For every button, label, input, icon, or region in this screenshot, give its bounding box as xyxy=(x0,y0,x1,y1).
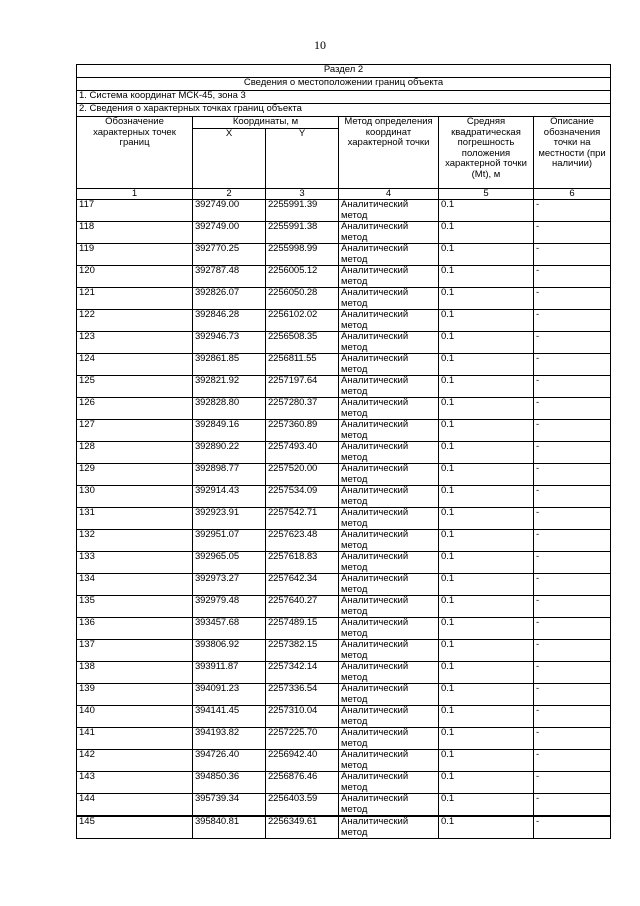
method: Аналитический метод xyxy=(339,552,439,574)
error: 0.1 xyxy=(439,266,534,288)
coord-y: 2257618.83 xyxy=(266,552,339,574)
error: 0.1 xyxy=(439,288,534,310)
table-row xyxy=(77,200,611,222)
point-number: 122 xyxy=(77,310,193,332)
method: Аналитический метод xyxy=(339,574,439,596)
description: - xyxy=(534,816,611,839)
error: 0.1 xyxy=(439,244,534,266)
error: 0.1 xyxy=(439,376,534,398)
point-number: 138 xyxy=(77,662,193,684)
point-number: 120 xyxy=(77,266,193,288)
point-number: 121 xyxy=(77,288,193,310)
method: Аналитический метод xyxy=(339,530,439,552)
coord-x: 392914.43 xyxy=(193,486,266,508)
error: 0.1 xyxy=(439,398,534,420)
description: - xyxy=(534,376,611,398)
table-row xyxy=(77,486,611,508)
coord-y: 2257623.48 xyxy=(266,530,339,552)
error: 0.1 xyxy=(439,640,534,662)
description: - xyxy=(534,244,611,266)
coord-x: 392821.92 xyxy=(193,376,266,398)
description: - xyxy=(534,574,611,596)
coord-y: 2257542.71 xyxy=(266,508,339,530)
method: Аналитический метод xyxy=(339,662,439,684)
coord-x: 393911.87 xyxy=(193,662,266,684)
header-designation: Обозначение характерных точек границ xyxy=(77,117,193,189)
error: 0.1 xyxy=(439,552,534,574)
point-number: 124 xyxy=(77,354,193,376)
description: - xyxy=(534,266,611,288)
table-row xyxy=(77,354,611,376)
coord-x: 392787.48 xyxy=(193,266,266,288)
error: 0.1 xyxy=(439,618,534,640)
error: 0.1 xyxy=(439,574,534,596)
coord-y: 2256050.28 xyxy=(266,288,339,310)
coord-y: 2256508.35 xyxy=(266,332,339,354)
coord-y: 2257336.54 xyxy=(266,684,339,706)
description: - xyxy=(534,640,611,662)
coord-y: 2257342.14 xyxy=(266,662,339,684)
coord-y: 2255998.99 xyxy=(266,244,339,266)
error: 0.1 xyxy=(439,750,534,772)
method: Аналитический метод xyxy=(339,398,439,420)
table-row xyxy=(77,728,611,750)
point-number: 145 xyxy=(77,816,193,839)
table-row xyxy=(77,222,611,244)
point-number: 127 xyxy=(77,420,193,442)
table-title: Сведения о местоположении границ объекта xyxy=(77,78,611,91)
point-number: 129 xyxy=(77,464,193,486)
method: Аналитический метод xyxy=(339,332,439,354)
coord-x: 392849.16 xyxy=(193,420,266,442)
description: - xyxy=(534,420,611,442)
point-number: 135 xyxy=(77,596,193,618)
point-number: 125 xyxy=(77,376,193,398)
description: - xyxy=(534,486,611,508)
method: Аналитический метод xyxy=(339,354,439,376)
description: - xyxy=(534,530,611,552)
header-error: Средняя квадратическая погрешность положения характерной точки (Mt), м xyxy=(439,117,534,189)
table-row xyxy=(77,332,611,354)
point-number: 133 xyxy=(77,552,193,574)
table-row xyxy=(77,772,611,794)
table-row xyxy=(77,574,611,596)
point-number: 132 xyxy=(77,530,193,552)
point-number: 144 xyxy=(77,794,193,817)
point-number: 123 xyxy=(77,332,193,354)
point-number: 140 xyxy=(77,706,193,728)
coord-y: 2256102.02 xyxy=(266,310,339,332)
coord-x: 394091.23 xyxy=(193,684,266,706)
coord-y: 2255991.38 xyxy=(266,222,339,244)
point-number: 119 xyxy=(77,244,193,266)
method: Аналитический метод xyxy=(339,464,439,486)
point-number: 128 xyxy=(77,442,193,464)
description: - xyxy=(534,442,611,464)
error: 0.1 xyxy=(439,772,534,794)
table-subtitle: 2. Сведения о характерных точках границ объекта xyxy=(77,104,611,117)
table-row xyxy=(77,662,611,684)
coord-y: 2257640.27 xyxy=(266,596,339,618)
description: - xyxy=(534,706,611,728)
table-row xyxy=(77,508,611,530)
method: Аналитический метод xyxy=(339,376,439,398)
coord-y: 2257197.64 xyxy=(266,376,339,398)
coord-x: 392861.85 xyxy=(193,354,266,376)
col-number: 6 xyxy=(534,188,611,200)
description: - xyxy=(534,508,611,530)
table-row xyxy=(77,640,611,662)
point-number: 117 xyxy=(77,200,193,222)
col-number: 5 xyxy=(439,188,534,200)
point-number: 131 xyxy=(77,508,193,530)
page-number: 10 xyxy=(314,38,326,52)
method: Аналитический метод xyxy=(339,684,439,706)
coord-x: 392898.77 xyxy=(193,464,266,486)
error: 0.1 xyxy=(439,662,534,684)
method: Аналитический метод xyxy=(339,200,439,222)
table-row xyxy=(77,750,611,772)
method: Аналитический метод xyxy=(339,442,439,464)
table-row xyxy=(77,310,611,332)
coord-y: 2257310.04 xyxy=(266,706,339,728)
table-row xyxy=(77,420,611,442)
method: Аналитический метод xyxy=(339,772,439,794)
point-number: 142 xyxy=(77,750,193,772)
description: - xyxy=(534,772,611,794)
description: - xyxy=(534,354,611,376)
error: 0.1 xyxy=(439,200,534,222)
method: Аналитический метод xyxy=(339,244,439,266)
coord-y: 2256349.61 xyxy=(266,816,339,839)
description: - xyxy=(534,464,611,486)
header-method: Метод определения координат характерной точки xyxy=(339,117,439,189)
table-row xyxy=(77,464,611,486)
coord-x: 392828.80 xyxy=(193,398,266,420)
error: 0.1 xyxy=(439,486,534,508)
point-number: 143 xyxy=(77,772,193,794)
table-row xyxy=(77,684,611,706)
description: - xyxy=(534,332,611,354)
point-number: 126 xyxy=(77,398,193,420)
coord-y: 2256403.59 xyxy=(266,794,339,817)
point-number: 134 xyxy=(77,574,193,596)
error: 0.1 xyxy=(439,684,534,706)
method: Аналитический метод xyxy=(339,486,439,508)
method: Аналитический метод xyxy=(339,618,439,640)
table-row xyxy=(77,794,611,817)
coord-x: 394726.40 xyxy=(193,750,266,772)
point-number: 130 xyxy=(77,486,193,508)
table-row xyxy=(77,266,611,288)
point-number: 141 xyxy=(77,728,193,750)
method: Аналитический метод xyxy=(339,420,439,442)
table-row xyxy=(77,398,611,420)
section-title: Раздел 2 xyxy=(77,65,611,78)
coord-y: 2257489.15 xyxy=(266,618,339,640)
coord-x: 392749.00 xyxy=(193,222,266,244)
error: 0.1 xyxy=(439,420,534,442)
coord-x: 392890.22 xyxy=(193,442,266,464)
error: 0.1 xyxy=(439,596,534,618)
method: Аналитический метод xyxy=(339,310,439,332)
table-row xyxy=(77,816,611,839)
description: - xyxy=(534,794,611,817)
point-number: 137 xyxy=(77,640,193,662)
coord-y: 2255991.39 xyxy=(266,200,339,222)
coord-y: 2257520.00 xyxy=(266,464,339,486)
coord-x: 392973.27 xyxy=(193,574,266,596)
description: - xyxy=(534,618,611,640)
coord-system: 1. Система координат МСК-45, зона 3 xyxy=(77,91,611,104)
method: Аналитический метод xyxy=(339,640,439,662)
coord-x: 394193.82 xyxy=(193,728,266,750)
coord-y: 2256811.55 xyxy=(266,354,339,376)
error: 0.1 xyxy=(439,442,534,464)
coord-y: 2256005.12 xyxy=(266,266,339,288)
error: 0.1 xyxy=(439,332,534,354)
method: Аналитический метод xyxy=(339,750,439,772)
description: - xyxy=(534,662,611,684)
description: - xyxy=(534,288,611,310)
coord-y: 2257280.37 xyxy=(266,398,339,420)
coord-y: 2256942.40 xyxy=(266,750,339,772)
table-row xyxy=(77,244,611,266)
coord-y: 2256876.46 xyxy=(266,772,339,794)
error: 0.1 xyxy=(439,706,534,728)
error: 0.1 xyxy=(439,464,534,486)
description: - xyxy=(534,596,611,618)
point-number: 136 xyxy=(77,618,193,640)
coord-x: 392946.73 xyxy=(193,332,266,354)
table-row xyxy=(77,442,611,464)
description: - xyxy=(534,398,611,420)
coord-x: 395840.81 xyxy=(193,816,266,839)
description: - xyxy=(534,728,611,750)
header-y: Y xyxy=(266,128,339,188)
description: - xyxy=(534,750,611,772)
method: Аналитический метод xyxy=(339,222,439,244)
header-description: Описание обозначения точки на местности (при наличии) xyxy=(534,117,611,189)
col-number: 3 xyxy=(266,188,339,200)
table-row xyxy=(77,530,611,552)
coord-x: 395739.34 xyxy=(193,794,266,817)
description: - xyxy=(534,200,611,222)
error: 0.1 xyxy=(439,354,534,376)
col-number: 4 xyxy=(339,188,439,200)
method: Аналитический метод xyxy=(339,266,439,288)
description: - xyxy=(534,684,611,706)
header-coords: Координаты, м xyxy=(193,117,339,129)
error: 0.1 xyxy=(439,222,534,244)
method: Аналитический метод xyxy=(339,706,439,728)
table-row xyxy=(77,706,611,728)
coord-y: 2257493.40 xyxy=(266,442,339,464)
table-row xyxy=(77,596,611,618)
boundary-points-table xyxy=(76,64,611,839)
coord-y: 2257534.09 xyxy=(266,486,339,508)
coord-y: 2257360.89 xyxy=(266,420,339,442)
method: Аналитический метод xyxy=(339,596,439,618)
error: 0.1 xyxy=(439,530,534,552)
method: Аналитический метод xyxy=(339,728,439,750)
coord-x: 392846.28 xyxy=(193,310,266,332)
coord-y: 2257642.34 xyxy=(266,574,339,596)
table-row xyxy=(77,552,611,574)
error: 0.1 xyxy=(439,728,534,750)
point-number: 139 xyxy=(77,684,193,706)
coord-x: 393806.92 xyxy=(193,640,266,662)
coord-x: 392979.48 xyxy=(193,596,266,618)
col-number: 1 xyxy=(77,188,193,200)
coord-x: 394141.45 xyxy=(193,706,266,728)
point-number: 118 xyxy=(77,222,193,244)
description: - xyxy=(534,310,611,332)
description: - xyxy=(534,552,611,574)
coord-y: 2257382.15 xyxy=(266,640,339,662)
coord-x: 392951.07 xyxy=(193,530,266,552)
error: 0.1 xyxy=(439,508,534,530)
coord-x: 392749.00 xyxy=(193,200,266,222)
coord-y: 2257225.70 xyxy=(266,728,339,750)
coord-x: 392770.25 xyxy=(193,244,266,266)
coord-x: 392965.05 xyxy=(193,552,266,574)
coord-x: 393457.68 xyxy=(193,618,266,640)
coord-x: 394850.36 xyxy=(193,772,266,794)
method: Аналитический метод xyxy=(339,288,439,310)
table-row xyxy=(77,376,611,398)
header-x: X xyxy=(193,128,266,188)
error: 0.1 xyxy=(439,310,534,332)
col-number: 2 xyxy=(193,188,266,200)
method: Аналитический метод xyxy=(339,794,439,817)
error: 0.1 xyxy=(439,816,534,839)
table-row xyxy=(77,618,611,640)
method: Аналитический метод xyxy=(339,508,439,530)
error: 0.1 xyxy=(439,794,534,817)
description: - xyxy=(534,222,611,244)
coord-x: 392923.91 xyxy=(193,508,266,530)
coord-x: 392826.07 xyxy=(193,288,266,310)
method: Аналитический метод xyxy=(339,816,439,839)
table-row xyxy=(77,288,611,310)
